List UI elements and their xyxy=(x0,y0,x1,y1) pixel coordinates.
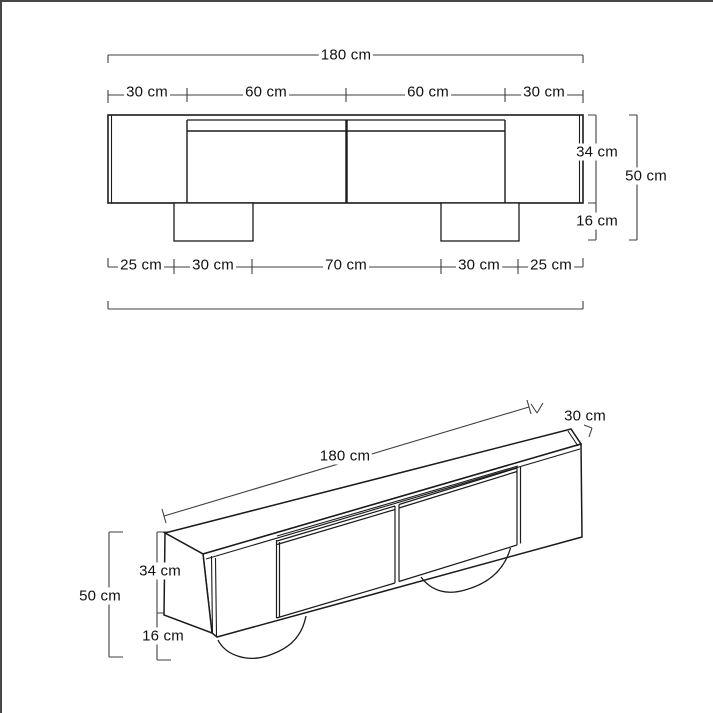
perspective-leg-height-label: 16 cm xyxy=(142,627,184,645)
front-bottom-segment-3-label: 70 cm xyxy=(325,256,367,274)
front-bottom-segment-2-label: 30 cm xyxy=(192,256,234,274)
perspective-depth-label: 30 cm xyxy=(564,407,606,425)
front-top-segment-1-label: 30 cm xyxy=(126,83,168,101)
front-bottom-segment-5-label: 25 cm xyxy=(530,256,572,274)
front-top-segment-3-label: 60 cm xyxy=(407,83,449,101)
perspective-length-label: 180 cm xyxy=(319,447,371,465)
front-bottom-segment-4-label: 30 cm xyxy=(458,256,500,274)
front-bottom-segment-1-label: 25 cm xyxy=(120,256,162,274)
perspective-front-face xyxy=(203,444,582,637)
perspective-total-height-label: 50 cm xyxy=(79,587,121,605)
front-right-leg xyxy=(441,203,519,241)
perspective-cabinet-drawing xyxy=(164,429,582,658)
front-top-segment-2-label: 60 cm xyxy=(245,83,287,101)
front-top-segment-4-label: 30 cm xyxy=(523,83,565,101)
front-body-height-label: 34 cm xyxy=(576,143,618,161)
front-left-leg xyxy=(174,203,253,241)
front-cabinet-drawing xyxy=(108,115,583,241)
perspective-body-height-label: 34 cm xyxy=(139,562,181,580)
front-leg-height-label: 16 cm xyxy=(576,212,618,230)
front-total-height-label: 50 cm xyxy=(625,167,667,185)
front-total-width-label: 180 cm xyxy=(320,46,372,64)
